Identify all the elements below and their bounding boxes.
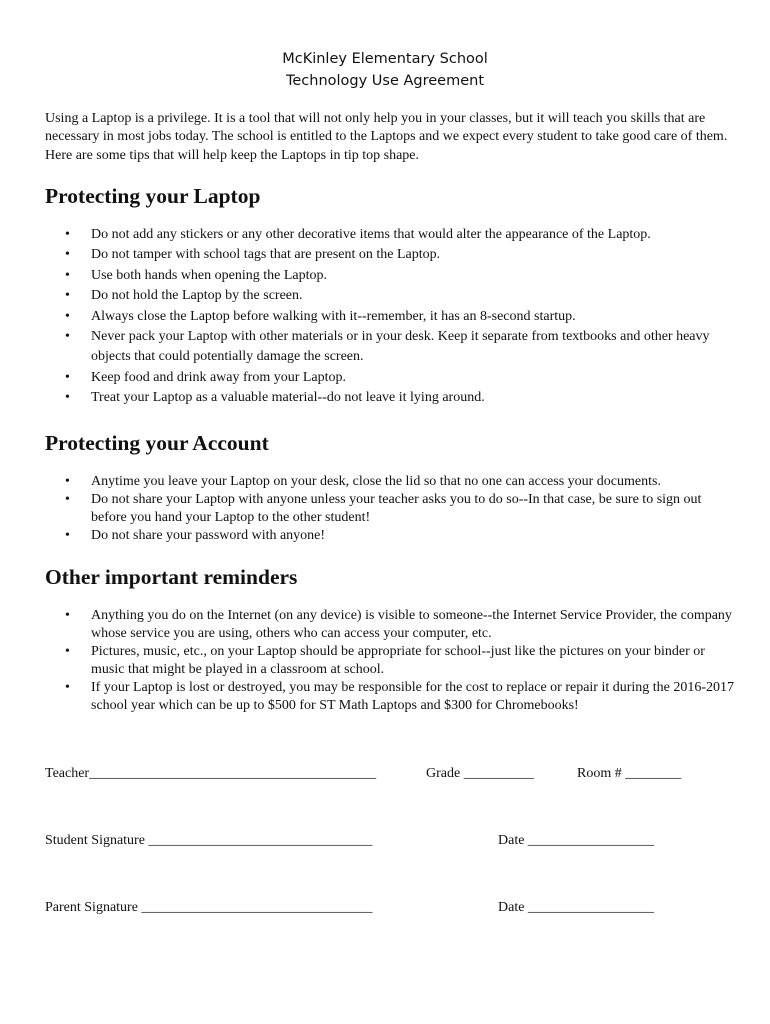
student-signature-line[interactable]: Student Signature ________________________________ (45, 833, 373, 848)
list-item: • Anything you do on the Internet (on any device) is visible to someone--the Internet Service Provider, the company whose service you are using, others who can access your computer, etc. (45, 607, 735, 643)
list-item: • Do not share your Laptop with anyone unless your teacher asks you to do so--In that case, be sure to sign out before you hand your Laptop to the other student! (45, 491, 735, 527)
list-item: • Always close the Laptop before walking with it--remember, it has an 8-second startup. (45, 307, 735, 327)
section-heading-reminders: Other important reminders (45, 565, 298, 589)
grade-field[interactable]: Grade __________ (426, 766, 534, 781)
list-item: • Do not add any stickers or any other decorative items that would alter the appearance of the Laptop. (45, 225, 735, 245)
list-item: • Keep food and drink away from your Laptop. (45, 368, 735, 388)
school-name: McKinley Elementary School (282, 51, 488, 67)
room-field[interactable]: Room # ________ (577, 766, 682, 781)
list-item: • Do not hold the Laptop by the screen. (45, 286, 735, 306)
list-item: • Use both hands when opening the Laptop. (45, 266, 735, 286)
teacher-signature-line[interactable]: Teacher_________________________________________ (45, 766, 377, 781)
student-date-field[interactable]: Date __________________ (498, 833, 654, 848)
parent-signature-line[interactable]: Parent Signature _________________________________ (45, 900, 373, 915)
laptop-rules-list (45, 225, 735, 409)
section-heading-account: Protecting your Account (45, 431, 269, 455)
parent-date-field[interactable]: Date __________________ (498, 900, 654, 915)
list-item: • Never pack your Laptop with other materials or in your desk. Keep it separate from textbooks and other heavy objects that could potentially damage the screen. (45, 327, 735, 368)
section-heading-laptop: Protecting your Laptop (45, 184, 261, 208)
list-item: • Do not share your password with anyone! (45, 527, 735, 545)
list-item: • Do not tamper with school tags that are present on the Laptop. (45, 245, 735, 265)
list-item: • If your Laptop is lost or destroyed, you may be responsible for the cost to replace or repair it during the 2016-2017 school year which can be up to $500 for ST Math Laptops and $300 for Chromebooks! (45, 679, 735, 715)
account-rules-list (45, 473, 735, 545)
intro-paragraph: Using a Laptop is a privilege. It is a tool that will not only help you in your classes, but it will teach you skills that are necessary in most jobs today. The school is entitled to the Laptops and we expect every student to take good care of them. Here are some tips that will help keep the Laptops in tip top shape. (45, 111, 728, 163)
document-title: Technology Use Agreement (285, 73, 485, 89)
list-item: • Pictures, music, etc., on your Laptop should be appropriate for school--just like the pictures on your binder or music that might be played in a classroom at school. (45, 643, 735, 679)
list-item: • Anytime you leave your Laptop on your desk, close the lid so that no one can access your documents. (45, 473, 735, 491)
reminders-list (45, 607, 735, 715)
list-item: • Treat your Laptop as a valuable material--do not leave it lying around. (45, 388, 735, 408)
